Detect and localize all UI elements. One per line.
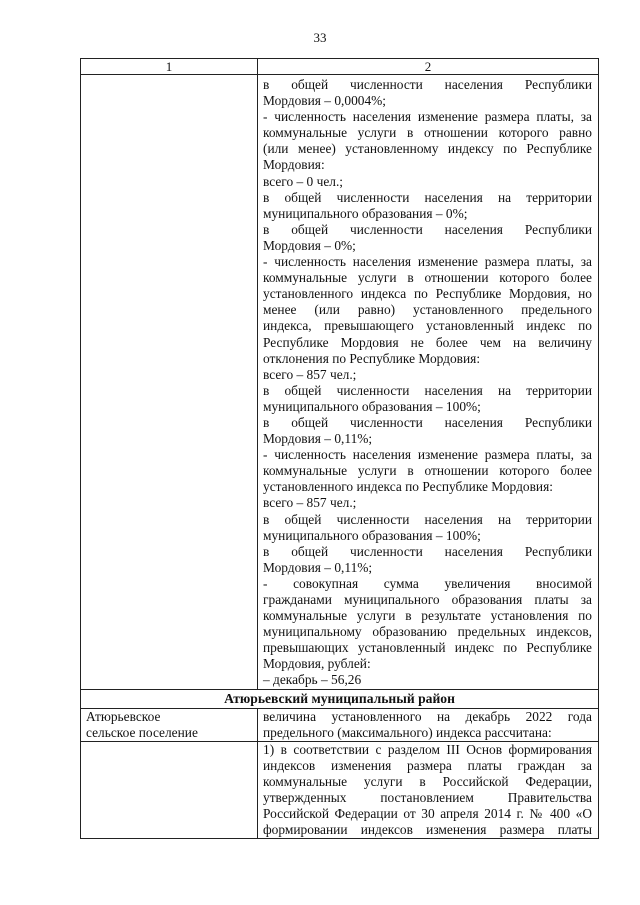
continued-left-cell <box>81 75 258 690</box>
text-line: коммунальные услуги в отношении которого более <box>263 270 592 286</box>
continued-text-block <box>263 77 592 689</box>
text-line: (или менее) установленному индексу по Республике <box>263 141 592 157</box>
text-line: - совокупная сумма увеличения вносимой <box>263 575 592 591</box>
text-line: коммунальные услуги в отношении которого более <box>263 463 592 479</box>
text-line: установленного индекса по Республике Мордовия: <box>263 479 553 495</box>
text-line: - численность населения изменение размера платы, за <box>263 254 592 270</box>
text-line: всего – 857 чел.; <box>263 366 357 382</box>
text-line: в общей численности населения Республики <box>263 414 592 430</box>
entity-row <box>81 708 599 741</box>
text-line: формировании индексов изменения размера платы <box>263 822 592 838</box>
text-line: муниципального образования – 100%; <box>263 398 481 414</box>
text-line: отклонения по Республике Мордовия: <box>263 350 481 366</box>
text-line: в общей численности населения на территории <box>263 511 592 527</box>
text-line: муниципального образования – 100%; <box>263 527 481 543</box>
entity-empty-cell <box>81 741 258 839</box>
text-line: 1) в соответствии с разделом III Основ формирования <box>263 741 592 757</box>
text-line: утвержденных постановлением Правительства <box>263 790 592 806</box>
text-line: муниципального образования – 0%; <box>263 205 468 221</box>
continued-text-cell <box>258 75 599 690</box>
text-line: Мордовия – 0%; <box>263 237 356 253</box>
text-line: гражданами муниципального образования платы за <box>263 592 592 607</box>
entity-text-cell <box>258 708 599 741</box>
text-line: муниципальному образованию предельных индексов, <box>263 624 592 640</box>
text-line: коммунальные услуги в результате установления по <box>263 608 592 624</box>
entity-text-block-1 <box>263 709 592 741</box>
text-line: индексов изменения размера платы граждан за <box>263 757 592 773</box>
text-line: Мордовия – 0,11%; <box>263 431 373 447</box>
entity-text-cell-2 <box>258 741 599 839</box>
text-line: в общей численности населения на территории <box>263 382 592 398</box>
text-line: коммунальные услуги в отношении которого равно <box>263 125 592 141</box>
text-line: всего – 857 чел.; <box>263 495 357 511</box>
text-line: Республике Мордовия не более чем на величину <box>263 334 592 350</box>
entity-name-line-1: Атюрьевское <box>86 708 161 724</box>
document-table <box>80 58 599 839</box>
page-number: 33 <box>313 30 327 45</box>
text-line: Мордовия – 0,11%; <box>263 559 373 575</box>
text-line: коммунальные услуги в Российской Федерации, <box>263 773 592 789</box>
section-title: Атюрьевский муниципальный район <box>81 689 599 708</box>
text-line: в общей численности населения на территории <box>263 189 592 205</box>
text-line: – декабрь – 56,26 <box>263 672 362 688</box>
text-line: Российской Федерации от 30 апреля 2014 г. № 400 «О <box>263 806 592 822</box>
text-line: Мордовия, рублей: <box>263 656 371 672</box>
text-line: Мордовия – 0,0004%; <box>263 93 387 109</box>
text-line: в общей численности населения Республики <box>263 543 592 559</box>
entity-row-2 <box>81 741 599 839</box>
entity-name-line-2: сельское поселение <box>86 724 198 740</box>
text-line: всего – 0 чел.; <box>263 173 344 189</box>
text-line: Мордовия: <box>263 157 325 173</box>
text-line: менее (или равно) установленного предельного <box>263 302 592 318</box>
column-2-header: 2 <box>258 59 599 75</box>
text-line: превышающих установленный индекс по Республике <box>263 640 592 656</box>
text-line: установленного индекса по Республике Мордовия, но <box>263 286 592 302</box>
table-header-row <box>81 59 599 75</box>
section-row <box>81 689 599 708</box>
continued-row <box>81 75 599 690</box>
column-1-header: 1 <box>81 59 258 75</box>
text-line: в общей численности населения Республики <box>263 221 592 237</box>
text-line: в общей численности населения Республики <box>263 77 592 92</box>
entity-name-cell <box>81 708 258 741</box>
text-line: предельного (максимального) индекса рассчитана: <box>263 724 552 740</box>
text-line: - численность населения изменение размера платы, за <box>263 109 592 125</box>
text-line: величина установленного на декабрь 2022 года <box>263 708 592 724</box>
entity-text-block-2 <box>263 742 592 839</box>
text-line: индекса, превышающего установленный индекс по <box>263 318 592 334</box>
text-line: - численность населения изменение размера платы, за <box>263 447 592 463</box>
